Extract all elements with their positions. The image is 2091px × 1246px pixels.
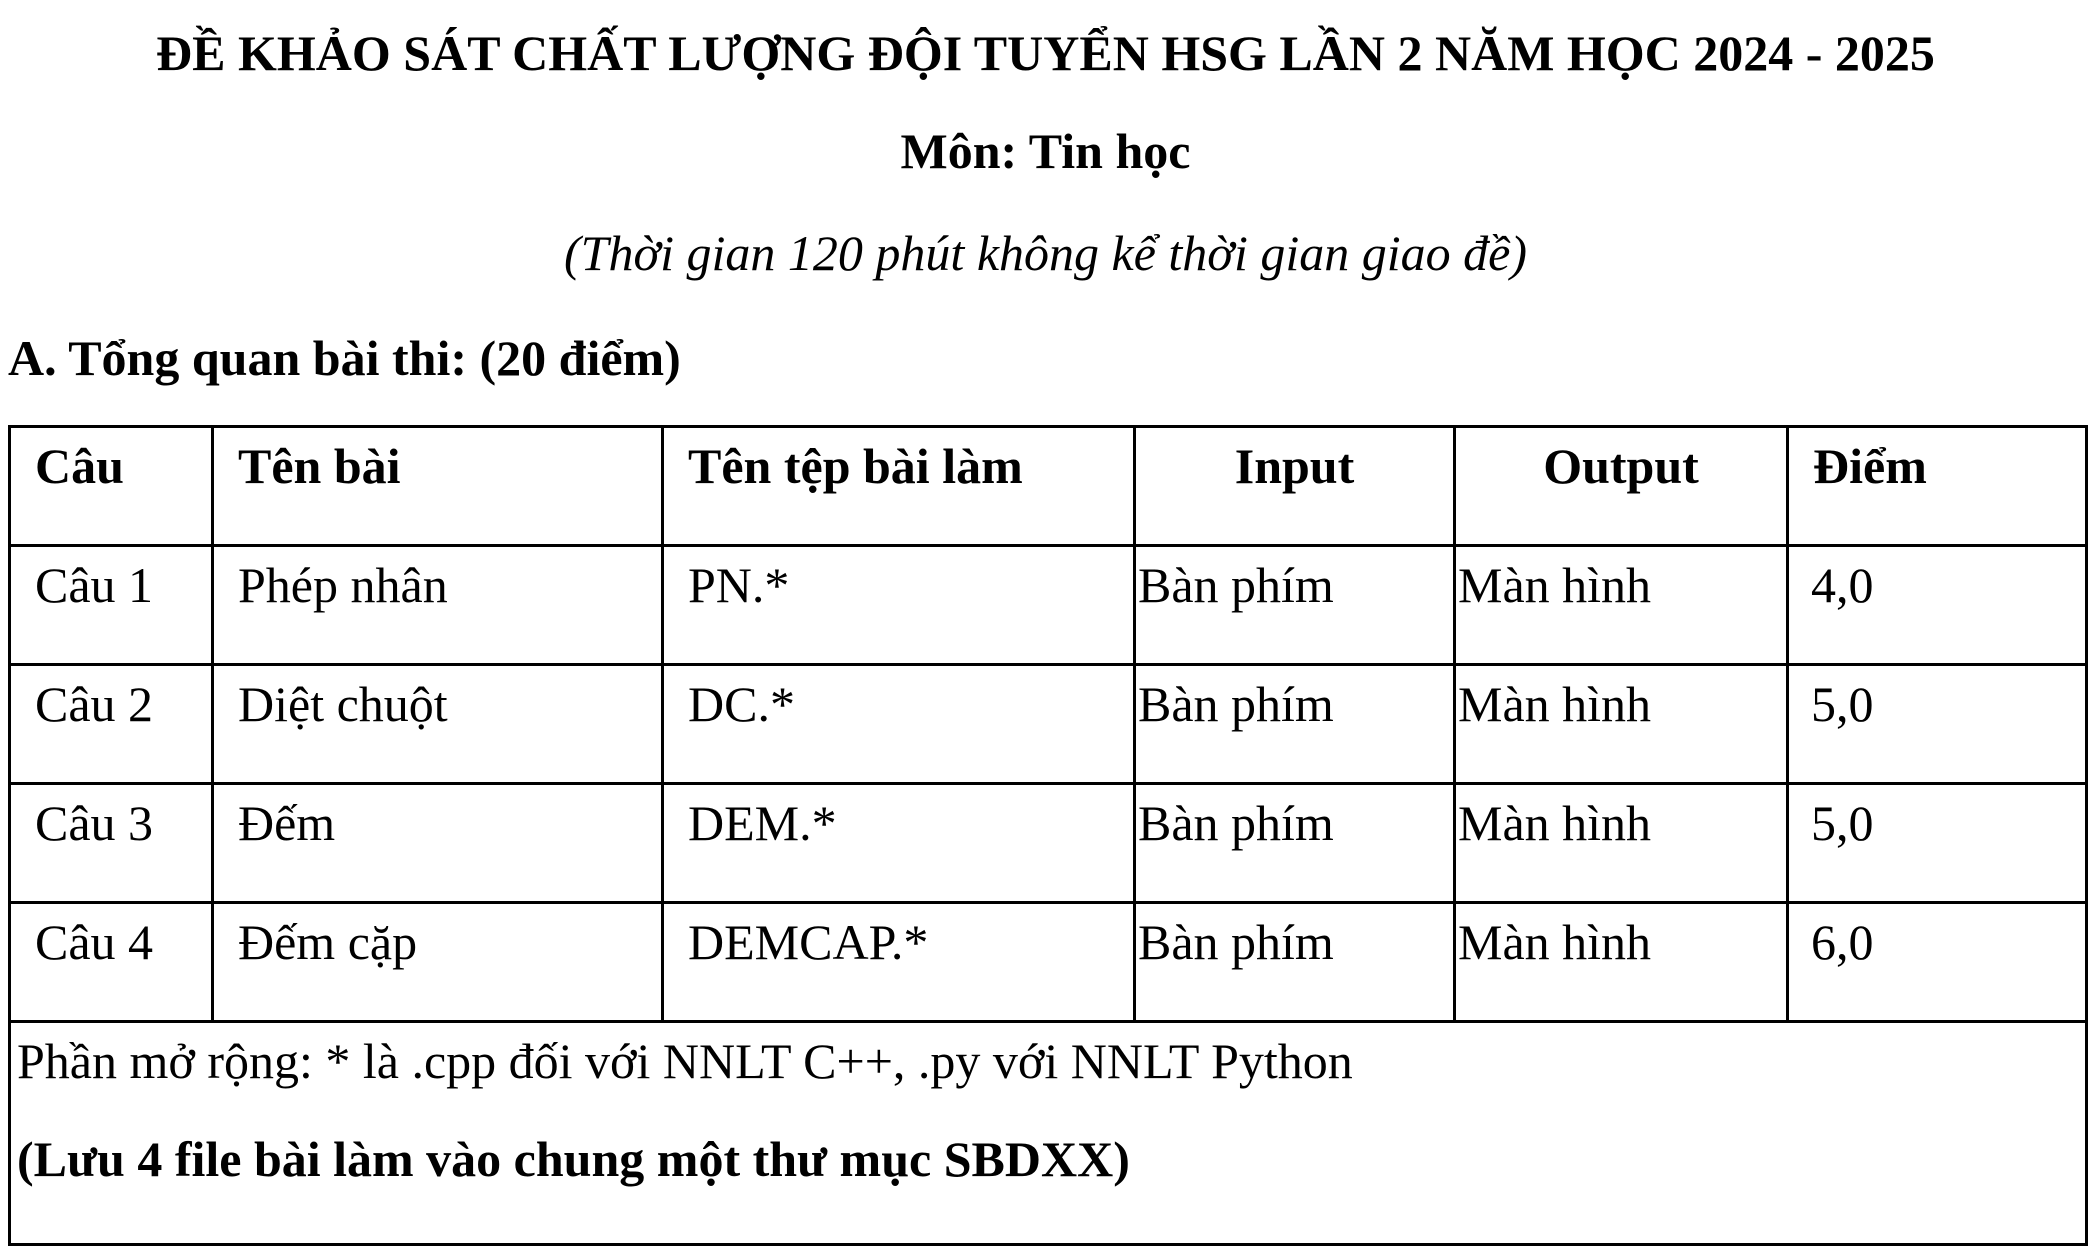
file-name-cell: PN.* <box>663 546 1135 665</box>
header-file-name: Tên tệp bài làm <box>663 427 1135 546</box>
table-header-row <box>10 427 2087 546</box>
section-heading: A. Tổng quan bài thi: (20 điểm) <box>8 330 681 386</box>
score-cell: 6,0 <box>1788 903 2087 1022</box>
task-name-cell: Đếm cặp <box>213 903 663 1022</box>
header-score: Điểm <box>1788 427 2087 546</box>
output-cell: Màn hình <box>1455 665 1788 784</box>
note-cell <box>10 1022 2087 1245</box>
note-extension-text: Phần mở rộng: * là .cpp đối với NNLT C++, .py với NNLT Python <box>17 1033 1353 1089</box>
exam-subject: Môn: Tin học <box>900 123 1191 179</box>
table-row <box>10 665 2087 784</box>
header-question: Câu <box>10 427 213 546</box>
table-row <box>10 903 2087 1022</box>
question-cell: Câu 2 <box>10 665 213 784</box>
exam-timing: (Thời gian 120 phút không kể thời gian giao đề) <box>564 225 1527 281</box>
table-row <box>10 784 2087 903</box>
question-cell: Câu 3 <box>10 784 213 903</box>
input-cell: Bàn phím <box>1135 546 1455 665</box>
score-cell: 4,0 <box>1788 546 2087 665</box>
input-cell: Bàn phím <box>1135 665 1455 784</box>
score-cell: 5,0 <box>1788 784 2087 903</box>
score-cell: 5,0 <box>1788 665 2087 784</box>
input-cell: Bàn phím <box>1135 903 1455 1022</box>
table-row <box>10 546 2087 665</box>
file-name-cell: DEMCAP.* <box>663 903 1135 1022</box>
header-task-name: Tên bài <box>213 427 663 546</box>
question-cell: Câu 4 <box>10 903 213 1022</box>
output-cell: Màn hình <box>1455 546 1788 665</box>
table-note-row <box>10 1022 2087 1245</box>
task-name-cell: Diệt chuột <box>213 665 663 784</box>
question-cell: Câu 1 <box>10 546 213 665</box>
file-name-cell: DC.* <box>663 665 1135 784</box>
input-cell: Bàn phím <box>1135 784 1455 903</box>
header-output: Output <box>1455 427 1788 546</box>
output-cell: Màn hình <box>1455 784 1788 903</box>
overview-table <box>8 425 2088 1246</box>
task-name-cell: Phép nhân <box>213 546 663 665</box>
header-input: Input <box>1135 427 1455 546</box>
output-cell: Màn hình <box>1455 903 1788 1022</box>
note-save-instruction: (Lưu 4 file bài làm vào chung một thư mục SBDXX) <box>17 1131 1130 1187</box>
task-name-cell: Đếm <box>213 784 663 903</box>
file-name-cell: DEM.* <box>663 784 1135 903</box>
exam-title: ĐỀ KHẢO SÁT CHẤT LƯỢNG ĐỘI TUYỂN HSG LẦN 2 NĂM HỌC 2024 - 2025 <box>156 25 1935 81</box>
